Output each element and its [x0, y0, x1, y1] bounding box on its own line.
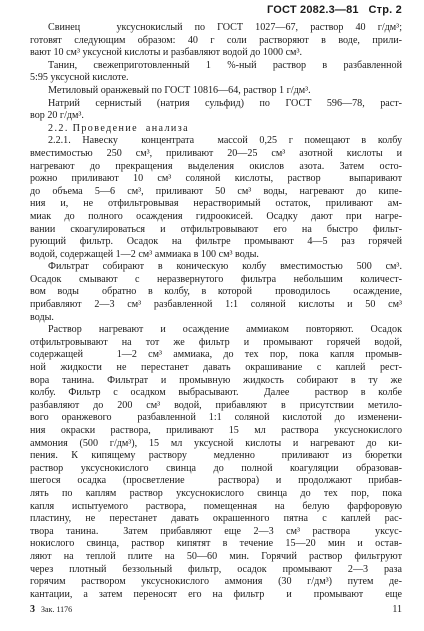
text-line: пения. К кипящему раствору медленно приливают из бюретки	[30, 450, 402, 462]
text-line: вом воды обратно в колбу, в которой проводилось осаждение,	[30, 286, 402, 298]
text-line: рожно приливают 10 см³ соляной кислоты, раствор выпаривают	[30, 173, 402, 185]
text-line: колбу. Фильтр с осадком выбрасывают. Далее раствор в колбе	[30, 387, 402, 399]
text-line: Танин, свежеприготовленный 1 %-ный раствор в разбавленной	[48, 59, 402, 71]
text-line: шегося осадка (просветление раствора) и продолжают прибав-	[30, 475, 402, 487]
text-line: Метиловый оранжевый по ГОСТ 10816—64, раствор 1 г/дм³.	[48, 84, 311, 96]
text-line: 2.2.1. Навеску концентрата массой 0,25 г помещают в колбу	[48, 135, 402, 147]
text-line: Раствор нагревают и осаждение аммиаком повторяют. Осадок	[48, 324, 402, 336]
page-header	[267, 4, 402, 16]
text-line: ляют на теплой плите на 50—60 мин. Горячий раствор фильтруют	[30, 550, 402, 562]
text-line: вании скоагулироваться и отфильтровывают его на быстро фильт-	[30, 223, 402, 235]
text-line: аммония (500 г/дм³), 15 мл уксусной кислоты и нагревают до ки-	[30, 437, 402, 449]
document-body	[30, 22, 402, 601]
text-line: миак до полного осаждения гидроокисей. Осадку дают при нагре-	[30, 210, 402, 222]
text-line: вора танина. Фильтрат и промывную жидкость собирают в ту же	[30, 374, 402, 386]
text-line: водой, содержащей 1—2 см³ аммиака в 100 см³ воды.	[30, 248, 259, 260]
text-line: капля испытуемого раствора, помещенная на белую фарфоровую	[30, 500, 402, 512]
text-line: вают 10 см³ уксусной кислоты и разбавляют водой до 1000 см³.	[30, 47, 302, 59]
standard-number: ГОСТ 2082.3—81	[266, 4, 359, 16]
sheet-number: 3	[30, 604, 35, 615]
section-heading: 2.2. Проведение анализа	[48, 122, 190, 134]
text-line: вместимостью 250 см³, приливают 20—25 см³ азотной кислоты и	[30, 147, 402, 159]
text-line: раствор уксуснокислого свинца до полной коагуляции образовав-	[30, 462, 402, 474]
text-line: вор 20 г/дм³.	[30, 110, 84, 122]
page-label: Стр. 2	[368, 4, 402, 16]
text-line: воды.	[30, 311, 54, 323]
text-line: лять по каплям раствор уксуснокислого свинца до тех пор, пока	[30, 487, 402, 499]
text-line: кантации, а затем переносят его на фильтр и промывают еще	[30, 588, 402, 600]
text-line: твора танина. Затем прибавляют еще 2—3 см³ раствора уксус-	[30, 525, 402, 537]
text-line: 5:95 уксусной кислоте.	[30, 72, 129, 84]
text-line: разбавляют до 200 см³ водой, прибавляют в присутствии метило-	[30, 399, 402, 411]
text-line: прибавляют 2—3 см³ разбавленной 1:1 соляной кислоты и 50 см³	[30, 299, 402, 311]
text-line: через плотный беззольный фильтр, осадок промывают 2—3 раза	[30, 563, 402, 575]
text-line: нагревают до прекращения выделения окислов азота. Затем осто-	[30, 160, 402, 172]
text-line: нокислого свинца, раствор кипятят в течение 15—20 мин и остав-	[30, 538, 402, 550]
text-line: Свинец уксуснокислый по ГОСТ 1027—67, раствор 40 г/дм³;	[48, 22, 402, 33]
print-order: Зак. 1176	[41, 605, 73, 614]
text-line: пластину, не перестанет давать окрашенного пятна с каплей рас-	[30, 513, 402, 525]
text-line: Фильтрат собирают в коническую колбу вместимостью 500 см³.	[48, 261, 402, 273]
text-line: содержащей 1—2 см³ аммиака, до тех пор, пока капля промыв-	[30, 349, 402, 361]
page-footer-left	[30, 604, 72, 615]
text-line: горячим раствором уксуснокислого аммония (30 г/дм³) путем де-	[30, 576, 402, 588]
text-line: ния окраски раствора, приливают 15 мл раствора уксуснокислого	[30, 425, 402, 436]
text-line: отфильтровывают на тот же фильтр и промывают горячей водой,	[30, 336, 402, 348]
text-line: рующий фильтр. Осадок на фильтре промывают 4—5 раз горячей	[30, 236, 402, 248]
text-line: ния и, не отфильтровывая нерастворимый остаток, приливают ам-	[30, 198, 402, 210]
text-line: Осадок смывают с неразвернутого фильтра небольшим количест-	[30, 273, 402, 285]
text-line: ной жидкости не перестанет давать окрашивание с каплей рест-	[30, 362, 402, 374]
text-line: вого оранжевого разбавленной 1:1 соляной кислотой до изменени-	[30, 412, 402, 424]
page-number: 11	[392, 604, 402, 615]
text-line: Натрий сернистый (натрия сульфид) по ГОСТ 596—78, раст-	[48, 97, 402, 109]
text-line: готовят следующим образом: 40 г соли растворяют в воде, прили-	[30, 34, 402, 46]
text-line: до объема 5—6 см³, приливают 50 см³ воды, нагревают до кипе-	[30, 185, 402, 197]
